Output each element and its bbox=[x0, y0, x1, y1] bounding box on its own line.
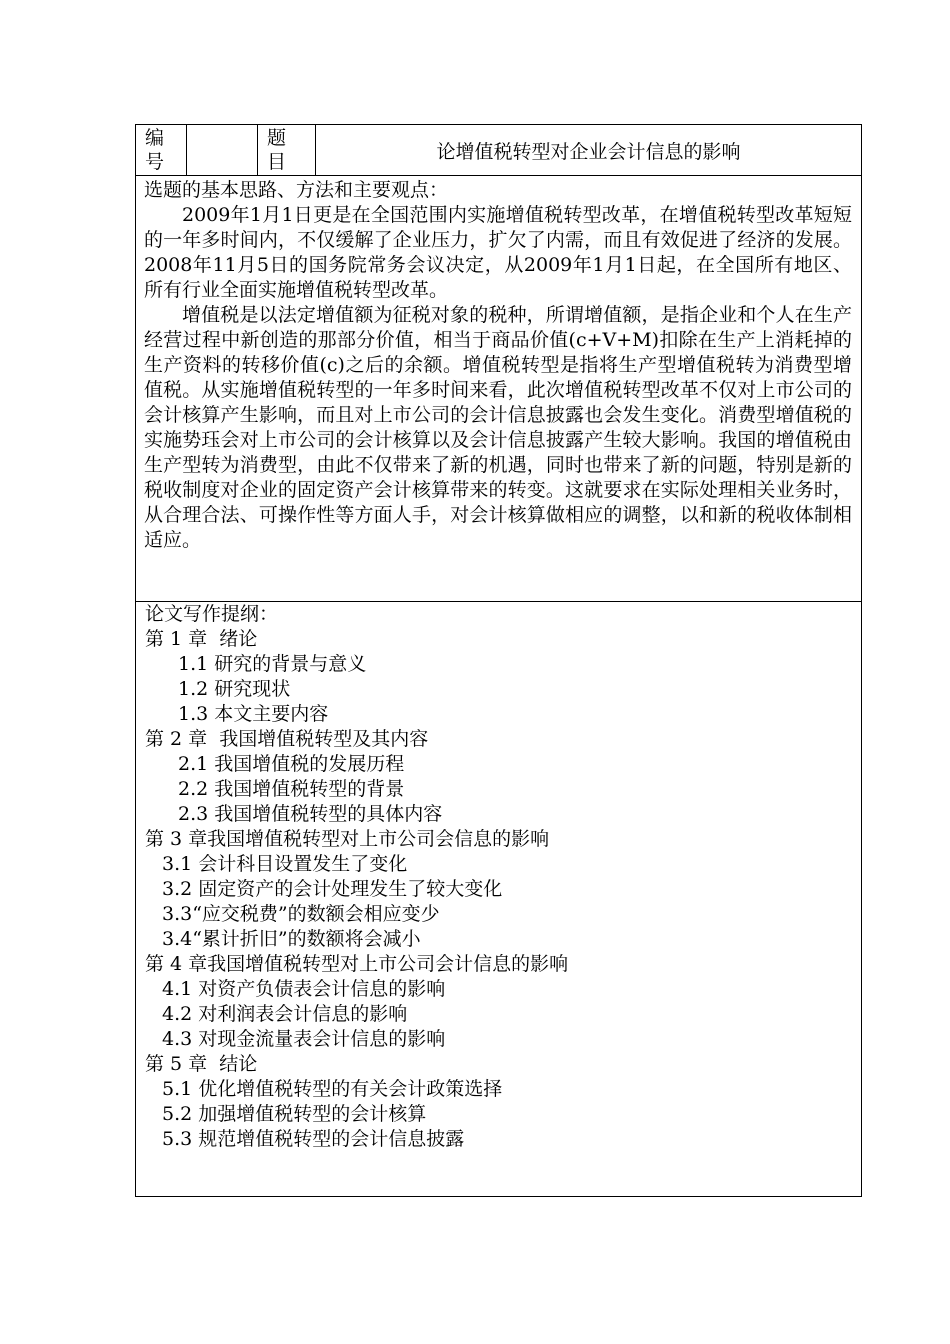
ideas-paragraph-1: 2009年1月1日更是在全国范围内实施增值税转型改革，在增值税转型改革短短的一年多时间内，不仅缓解了企业压力，扩欠了内需，而且有效促进了经济的发展。2008年11月5日的国务院常务会议决定，从2009年1月1日起，在全国所有地区、所有行业全面实施增值税转型改革。 bbox=[144, 204, 852, 301]
ideas-label: 选题的基本思路、方法和主要观点： bbox=[144, 179, 449, 201]
title-label bbox=[258, 125, 315, 174]
outline-section-item: 4.2 对利润表会计信息的影响 bbox=[162, 1003, 408, 1025]
number-label-cell bbox=[136, 125, 187, 175]
number-value-cell bbox=[187, 125, 258, 175]
outline-label: 论文写作提纲： bbox=[145, 603, 279, 625]
outline-section-item: 1.2 研究现状 bbox=[178, 678, 291, 700]
outline-section-item: 3.2 固定资产的会计处理发生了较大变化 bbox=[162, 878, 503, 900]
outline-section-item: 1.1 研究的背景与意义 bbox=[178, 653, 367, 675]
outline-section bbox=[136, 602, 861, 1196]
proposal-table bbox=[135, 124, 862, 1197]
outline-section-item: 3.3“应交税费”的数额会相应变少 bbox=[162, 903, 440, 925]
number-label-line-2: 号 bbox=[145, 151, 165, 173]
title-label-line-2: 目 bbox=[267, 151, 287, 173]
outline-chapter: 第 1 章 绪论 bbox=[145, 628, 258, 650]
number-label bbox=[136, 125, 186, 174]
outline-chapter: 第 3 章我国增值税转型对上市公司会信息的影响 bbox=[145, 828, 550, 850]
outline-section-item: 3.1 会计科目设置发生了变化 bbox=[162, 853, 408, 875]
outline-section-item: 5.1 优化增值税转型的有关会计政策选择 bbox=[162, 1078, 503, 1100]
outline-chapter: 第 4 章我国增值税转型对上市公司会计信息的影响 bbox=[145, 953, 569, 975]
ideas-paragraph-2: 增值税是以法定增值额为征税对象的税种，所谓增值额，是指企业和个人在生产经营过程中新创造的那部分价值，相当于商品价值(c+V+M)扣除在生产上消耗掉的生产资料的转移价值(c)之后的余额。增值税转型是指将生产型增值税转为消费型增值税。从实施增值税转型的一年多时间来看，此次增值税转型改革不仅对上市公司的会计核算产生影响，而且对上市公司的会计信息披露也会发生变化。消费型增值税的实施势珏会对上市公司的会计核算以及会计信息披露产生较大影响。我国的增值税由生产型转为消费型，由此不仅带来了新的机遇，同时也带来了新的问题，特别是新的税收制度对企业的固定资产会计核算带来的转变。这就要求在实际处理相关业务时，从合理合法、可操作性等方面人手，对会计核算做相应的调整，以和新的税收体制相适应。 bbox=[144, 304, 852, 551]
outline-section-item: 3.4“累计折旧”的数额将会减小 bbox=[162, 928, 421, 950]
outline-section-item: 5.2 加强增值税转型的会计核算 bbox=[162, 1103, 427, 1125]
outline-section-item: 2.3 我国增值税转型的具体内容 bbox=[178, 803, 443, 825]
title-label-line-1: 题 bbox=[267, 127, 287, 149]
ideas-section bbox=[136, 176, 861, 602]
header-row bbox=[136, 125, 861, 176]
outline-section-item: 5.3 规范增值税转型的会计信息披露 bbox=[162, 1128, 465, 1150]
outline-section-item: 4.3 对现金流量表会计信息的影响 bbox=[162, 1028, 446, 1050]
outline-section-item: 1.3 本文主要内容 bbox=[178, 703, 329, 725]
outline-chapter: 第 5 章 结论 bbox=[145, 1053, 258, 1075]
outline-section-item: 2.2 我国增值税转型的背景 bbox=[178, 778, 405, 800]
title-label-cell bbox=[258, 125, 316, 175]
thesis-title: 论增值税转型对企业会计信息的影响 bbox=[436, 140, 741, 163]
outline-section-item: 4.1 对资产负债表会计信息的影响 bbox=[162, 978, 446, 1000]
outline-section-item: 2.1 我国增值税的发展历程 bbox=[178, 753, 405, 775]
number-label-line-1: 编 bbox=[145, 127, 165, 149]
outline-chapter: 第 2 章 我国增值税转型及其内容 bbox=[145, 728, 429, 750]
